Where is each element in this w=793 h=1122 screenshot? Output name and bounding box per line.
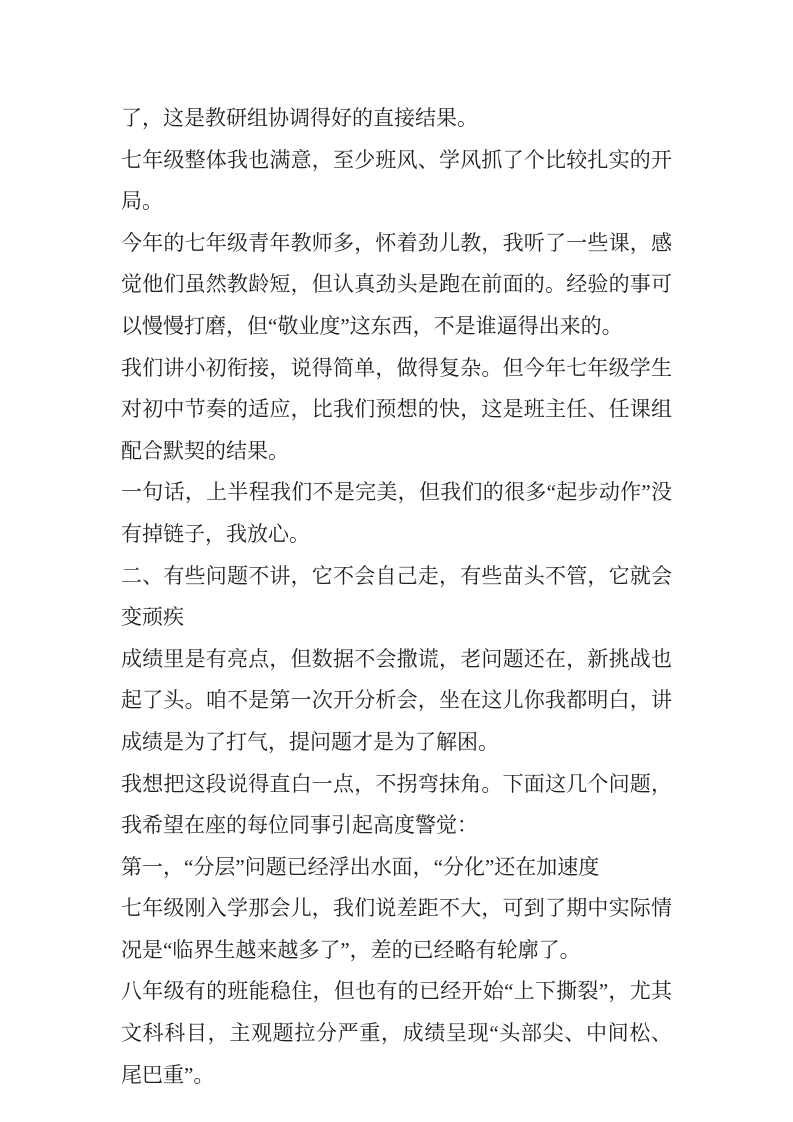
paragraph: 八年级有的班能稳住，但也有的已经开始“上下撕裂”，尤其文科科目，主观题拉分严重，成绩呈现“头部尖、中间松、尾巴重”。 (121, 979, 672, 1087)
paragraph: 二、有些问题不讲，它不会自己走，有些苗头不管，它就会变顽疾 (121, 563, 672, 630)
paragraph: 七年级刚入学那会儿，我们说差距不大，可到了期中实际情况是“临界生越来越多了”，差的已经略有轮廓了。 (121, 896, 672, 962)
paragraph: 第一，“分层”问题已经浮出水面，“分化”还在加速度 (121, 854, 600, 879)
paragraph: 我们讲小初衔接，说得简单，做得复杂。但今年七年级学生对初中节奏的适应，比我们预想的快，这是班主任、任课组配合默契的结果。 (121, 355, 672, 463)
paragraph: 一句话，上半程我们不是完美，但我们的很多“起步动作”没有掉链子，我放心。 (121, 480, 672, 546)
paragraph: 成绩里是有亮点，但数据不会撒谎，老问题还在，新挑战也起了头。咱不是第一次开分析会，坐在这儿你我都明白，讲成绩是为了打气，提问题才是为了解困。 (121, 646, 672, 754)
paragraph: 我想把这段说得直白一点，不拐弯抹角。下面这几个问题，我希望在座的每位同事引起高度警觉： (121, 771, 672, 838)
paragraph: 了，这是教研组协调得好的直接结果。 (121, 106, 478, 130)
paragraph: 今年的七年级青年教师多，怀着劲儿教，我听了一些课，感觉他们虽然教龄短，但认真劲头是跑在前面的。经验的事可以慢慢打磨，但“敬业度”这东西，不是谁逼得出来的。 (121, 230, 672, 338)
paragraph: 七年级整体我也满意，至少班风、学风抓了个比较扎实的开局。 (121, 147, 672, 214)
document-text (121, 98, 672, 1096)
